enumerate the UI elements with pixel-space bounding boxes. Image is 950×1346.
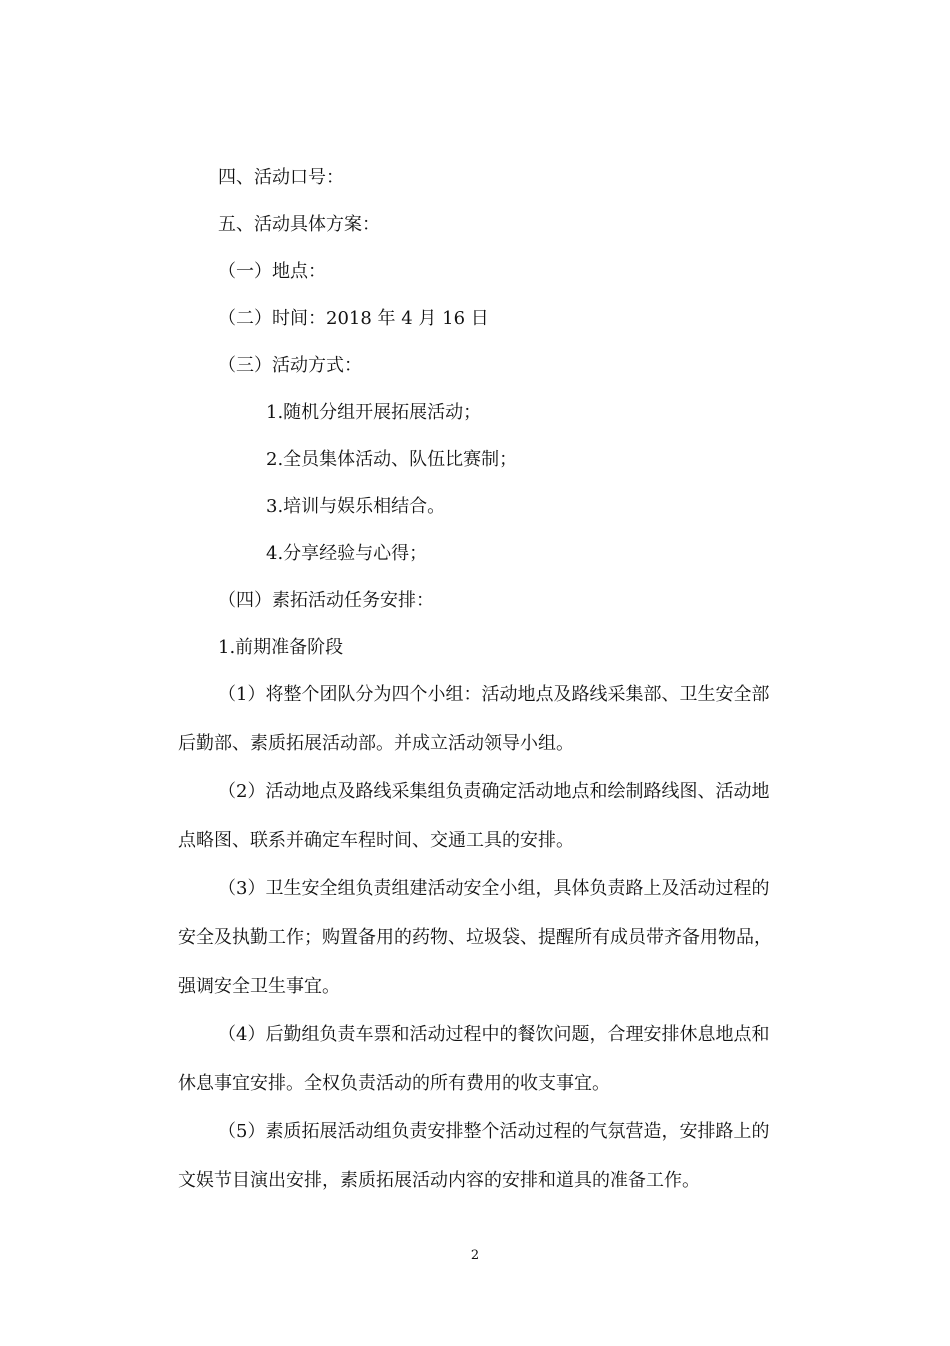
paragraph-line: （3）卫生安全组负责组建活动安全小组，具体负责路上及活动过程的 <box>218 878 770 899</box>
subheading-task-arrangement: （四）素拓活动任务安排： <box>218 590 434 611</box>
paragraph-line: 休息事宜安排。全权负责活动的所有费用的收支事宜。 <box>178 1073 610 1094</box>
heading-activity-plan: 五、活动具体方案： <box>218 214 380 235</box>
paragraph-line: （2）活动地点及路线采集组负责确定活动地点和绘制路线图、活动地 <box>218 781 770 802</box>
subheading-location: （一）地点： <box>218 261 326 282</box>
paragraph-line: （1）将整个团队分为四个小组：活动地点及路线采集部、卫生安全部 <box>218 684 770 705</box>
list-item: 3.培训与娱乐相结合。 <box>266 496 446 517</box>
list-item: 1.随机分组开展拓展活动； <box>266 402 482 423</box>
paragraph-line: 点略图、联系并确定车程时间、交通工具的安排。 <box>178 830 574 851</box>
subheading-time: （二）时间：2018 年 4 月 16 日 <box>218 308 489 329</box>
page-number: 2 <box>470 1248 480 1263</box>
list-item: 2.全员集体活动、队伍比赛制； <box>266 449 518 470</box>
subheading-activity-format: （三）活动方式： <box>218 355 362 376</box>
paragraph-line: 后勤部、素质拓展活动部。并成立活动领导小组。 <box>178 733 574 754</box>
paragraph-line: 强调安全卫生事宜。 <box>178 976 340 997</box>
paragraph-line: （5）素质拓展活动组负责安排整个活动过程的气氛营造，安排路上的 <box>218 1121 770 1142</box>
list-item: 4.分享经验与心得； <box>266 543 428 564</box>
paragraph-line: 安全及执勤工作；购置备用的药物、垃圾袋、提醒所有成员带齐备用物品， <box>178 927 772 948</box>
section-preparation-stage: 1.前期准备阶段 <box>218 637 344 658</box>
paragraph-line: （4）后勤组负责车票和活动过程中的餐饮问题，合理安排休息地点和 <box>218 1024 770 1045</box>
heading-activity-slogan: 四、活动口号： <box>218 167 344 188</box>
paragraph-line: 文娱节目演出安排，素质拓展活动内容的安排和道具的准备工作。 <box>178 1170 700 1191</box>
